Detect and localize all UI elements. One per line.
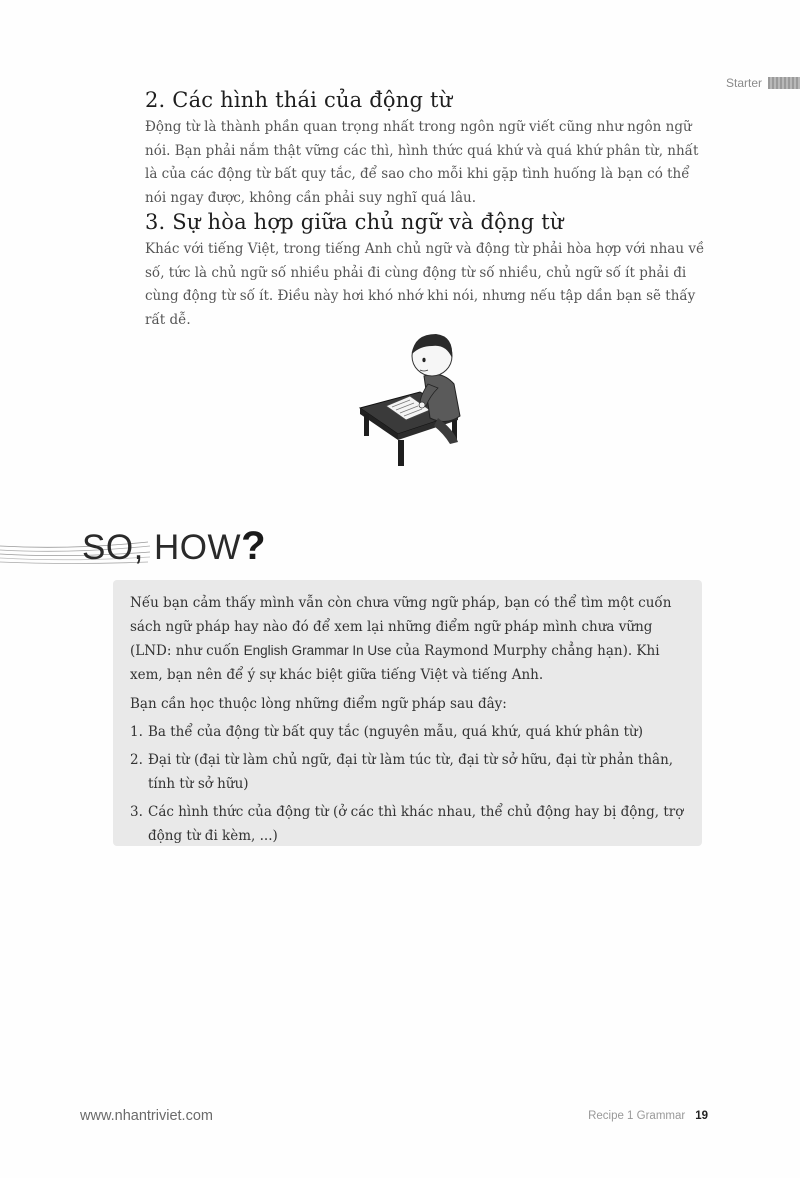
section-verb-forms — [145, 88, 705, 210]
footer-book-label: Recipe 1 Grammar — [588, 1110, 686, 1122]
so-how-lead: Bạn cần học thuộc lòng những điểm ngữ pháp sau đây: — [130, 696, 507, 712]
so-how-heading — [0, 518, 340, 578]
footer-website: www.nhantriviet.com — [80, 1108, 213, 1124]
list-item: 3. Các hình thức của động từ (ở các thì khác nhau, thể chủ động hay bị động, trợ động từ đi kèm, ...) — [130, 804, 684, 844]
section-subject-verb-agreement — [145, 210, 705, 332]
section-tag-label: Starter — [725, 76, 762, 90]
section-verb-forms-heading: 2. Các hình thái của động từ — [145, 88, 453, 112]
grammar-points-list — [130, 721, 686, 849]
page-number: 19 — [695, 1110, 708, 1122]
section-verb-forms-body: Động từ là thành phần quan trọng nhất trong ngôn ngữ viết cũng như ngôn ngữ nói. Bạn phải nắm thật vững các thì, hình thức quá khứ và quá khứ phân từ, nhất là của các động từ bất quy tắc, để sao cho mỗi khi gặp tình huống là bạn có thể nói ngay được, không cần phải suy nghĩ quá lâu. — [145, 119, 699, 206]
intro-text-end: của Raymond Murphy chẳng hạn). Khi xem, bạn nên để ý sự khác biệt giữa tiếng Việt và tiếng Anh. — [130, 643, 660, 683]
so-how-intro — [130, 592, 686, 687]
intro-text-start: Nếu bạn cảm thấy mình vẫn còn chưa vững ngữ pháp, bạn có thể tìm một cuốn sách ngữ pháp hay nào đó để xem lại những điểm ngữ pháp mình chưa vững (LND: như cuốn — [130, 595, 672, 659]
section-tag-bar — [768, 77, 800, 89]
section-agreement-heading: 3. Sự hòa hợp giữa chủ ngữ và động từ — [145, 210, 564, 234]
so-how-title: SO, HOW — [82, 528, 242, 567]
list-item: 2. Đại từ (đại từ làm chủ ngữ, đại từ làm túc từ, đại từ sở hữu, đại từ phản thân, tính từ sở hữu) — [130, 752, 674, 792]
list-item: 1. Ba thể của động từ bất quy tắc (nguyên mẫu, quá khứ, quá khứ phân từ) — [130, 723, 643, 740]
question-mark: ? — [241, 524, 266, 568]
section-tag — [726, 76, 800, 90]
book-title: English Grammar In Use — [243, 643, 392, 658]
so-how-box — [113, 580, 702, 846]
boy-writing-illustration — [358, 330, 470, 470]
footer-book-info — [588, 1110, 708, 1122]
section-agreement-body: Khác với tiếng Việt, trong tiếng Anh chủ ngữ và động từ phải hòa hợp với nhau về số, tức là chủ ngữ số nhiều phải đi cùng động từ số nhiều, chủ ngữ số ít phải đi cùng động từ số ít. Điều này hơi khó nhớ khi nói, nhưng nếu tập dần bạn sẽ thấy rất dễ. — [145, 241, 705, 328]
